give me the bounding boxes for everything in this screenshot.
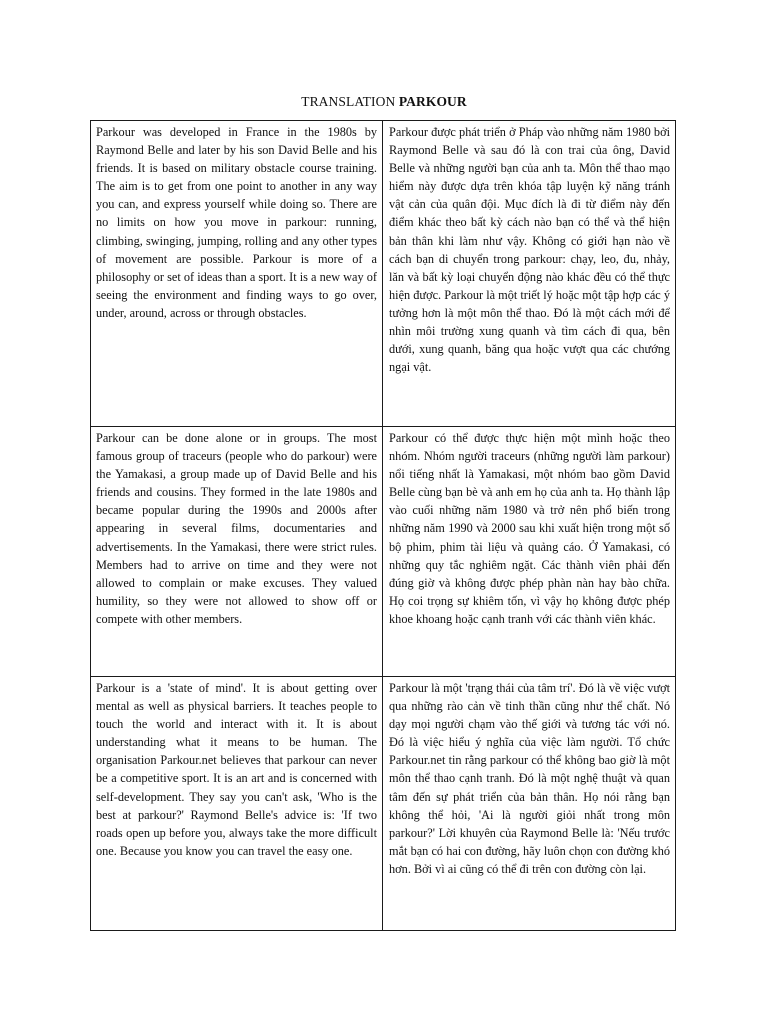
title-bold: PARKOUR [398, 94, 467, 109]
vietnamese-cell: Parkour được phát triển ở Pháp vào những năm 1980 bởi Raymond Belle và sau đó là con trai của ông, David Belle và những người bạn của anh ta. Môn thể thao mạo hiểm này được dựa trên khóa tập luyện kỹ năng tránh vật cản của quân đội. Mục đích là đi từ điểm này đến điểm khác theo bất kỳ cách nào bạn có thể và thể hiện bản thân khi làm như vậy. Không có giới hạn nào về cách bạn di chuyển trong parkour: chạy, leo, đu, nhảy, lăn và bất kỳ loại chuyển động nào khác đều có thể thực hiện được. Parkour là một triết lý hoặc một tập hợp các ý tưởng hơn là một môn thể thao. Đó là một cách mới để nhìn môi trường xung quanh và tìm cách đi qua, bên dưới, xung quanh, băng qua hoặc vượt qua các chướng ngại vật. [383, 121, 676, 427]
vietnamese-cell: Parkour có thể được thực hiện một mình hoặc theo nhóm. Nhóm người traceurs (những người làm parkour) nổi tiếng nhất là Yamakasi, một nhóm bao gồm David Belle cùng bạn bè và anh em họ của anh ta. Họ thành lập vào cuối những năm 1980 và trở nên phổ biến trong những năm 1990 và 2000 sau khi xuất hiện trong một số bộ phim, phim tài liệu và quảng cáo. Ở Yamakasi, có những quy tắc nghiêm ngặt. Các thành viên phải đến đúng giờ và không được phép phàn nàn hay bào chữa. Họ coi trọng sự khiêm tốn, vì vậy họ không được phép khoe khoang hoặc cạnh tranh với các thành viên khác. [383, 427, 676, 677]
english-cell: Parkour can be done alone or in groups. The most famous group of traceurs (people who do parkour) were the Yamakasi, a group made up of David Belle and his friends and cousins. They formed in the late 1980s and became popular during the 1990s and 2000s after appearing in several films, documentaries and advertisements. In the Yamakasi, there were strict rules. Members had to arrive on time and they were not allowed to complain or make excuses. They valued humility, so they were not allowed to show off or compete with other members. [91, 427, 383, 677]
document-title [0, 94, 768, 110]
table-row [91, 427, 676, 677]
english-cell: Parkour was developed in France in the 1980s by Raymond Belle and later by his son David Belle and his friends. It is based on military obstacle course training. The aim is to get from one point to another in any way you can, and express yourself while doing so. There are no limits on how you move in parkour: running, climbing, swinging, jumping, rolling and any other types of movement are possible. Parkour is more of a philosophy or set of ideas than a sport. It is a new way of seeing the environment and finding ways to go over, under, around, across or through obstacles. [91, 121, 383, 427]
english-cell: Parkour is a 'state of mind'. It is about getting over mental as well as physical barriers. It teaches people to touch the world and interact with it. It is about understanding what it means to be human. The organisation Parkour.net believes that parkour can never be a competitive sport. It is an art and is concerned with self-development. They say you can't ask, 'Who is the best at parkour?' Raymond Belle's advice is: 'If two roads open up before you, always take the more difficult one. Because you know you can travel the easy one. [91, 677, 383, 931]
title-prefix: TRANSLATION [301, 94, 396, 109]
translation-table [90, 120, 676, 931]
vietnamese-cell: Parkour là một 'trạng thái của tâm trí'. Đó là về việc vượt qua những rào cản về tinh thần cũng như thể chất. Nó dạy mọi người chạm vào thế giới và tương tác với nó. Đó là việc hiểu ý nghĩa của việc làm người. Tổ chức Parkour.net tin rằng parkour có thể không bao giờ là một môn thể thao cạnh tranh. Đó là một nghệ thuật và quan tâm đến sự phát triển của bản thân. Họ nói rằng bạn không thể hỏi, 'Ai là người giỏi nhất trong môn parkour?' Lời khuyên của Raymond Belle là: 'Nếu trước mắt bạn có hai con đường, hãy luôn chọn con đường khó hơn. Bởi vì ai cũng có thể đi trên con đường còn lại. [383, 677, 676, 931]
table-row [91, 121, 676, 427]
table-row [91, 677, 676, 931]
